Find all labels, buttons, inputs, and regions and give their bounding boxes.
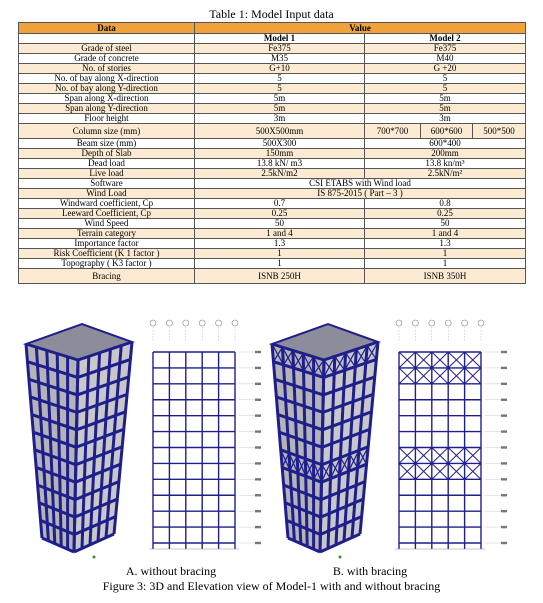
param-cell: Dead load bbox=[19, 159, 195, 169]
merged-value-cell: CSI ETABS with Wind load bbox=[195, 179, 526, 189]
table-row bbox=[19, 199, 526, 209]
storey-level-tag bbox=[255, 446, 261, 448]
param-cell: Leeward Coefficient, Cp bbox=[19, 209, 195, 219]
figure-b-elevation-view bbox=[389, 318, 507, 558]
storey-level-tag bbox=[255, 542, 261, 544]
grid-bubble bbox=[478, 320, 484, 326]
param-cell: Terrain category bbox=[19, 229, 195, 239]
table-caption: Table 1: Model Input data bbox=[209, 7, 334, 21]
model-2-cell: 600*600 bbox=[421, 124, 473, 139]
table-row bbox=[19, 239, 526, 249]
param-cell: No. of bay along Y-direction bbox=[19, 84, 195, 94]
grid-bubble bbox=[412, 320, 418, 326]
model-2-cell: 1 bbox=[365, 249, 526, 259]
param-cell: Wind Load bbox=[19, 189, 195, 199]
param-cell: Grade of steel bbox=[19, 44, 195, 54]
model-2-cell: ISNB 350H bbox=[365, 269, 526, 284]
model-2-cell: 200mm bbox=[365, 149, 526, 159]
model-1-cell: 5m bbox=[195, 104, 365, 114]
subcaption-b: B. with bracing bbox=[332, 564, 408, 578]
header-data: Data bbox=[19, 23, 195, 34]
figure-a-3d-view bbox=[20, 316, 138, 560]
model-2-cell: G +20 bbox=[365, 64, 526, 74]
model-1-cell: M35 bbox=[195, 54, 365, 64]
grid-bubble bbox=[429, 320, 435, 326]
table-row bbox=[19, 259, 526, 269]
table-row bbox=[19, 189, 526, 199]
model-1-cell: 0.7 bbox=[195, 199, 365, 209]
model-2-cell: 500*500 bbox=[473, 124, 526, 139]
grid-bubble bbox=[445, 320, 451, 326]
table-row bbox=[19, 149, 526, 159]
model-input-table bbox=[18, 22, 526, 284]
param-cell: Risk Coefficient (K 1 factor ) bbox=[19, 249, 195, 259]
figure-a-elevation-view bbox=[143, 318, 261, 558]
param-cell: No. of bay along X-direction bbox=[19, 74, 195, 84]
model-2-cell: Fe375 bbox=[365, 44, 526, 54]
grid-bubble bbox=[232, 320, 238, 326]
storey-level-tag bbox=[255, 414, 261, 416]
figure-caption: Figure 3: 3D and Elevation view of Model-1 with and without bracing bbox=[102, 579, 441, 593]
model-2-cell: 0.8 bbox=[365, 199, 526, 209]
storey-level-tag bbox=[501, 462, 507, 464]
model-2-header: Model 2 bbox=[365, 34, 526, 44]
model-1-cell: 50 bbox=[195, 219, 365, 229]
param-cell: No. of stories bbox=[19, 64, 195, 74]
model-1-cell: 3m bbox=[195, 114, 365, 124]
param-cell: Span along Y-direction bbox=[19, 104, 195, 114]
storey-level-tag bbox=[255, 367, 261, 369]
model-2-cell: 0.25 bbox=[365, 209, 526, 219]
param-cell: Software bbox=[19, 179, 195, 189]
grid-bubble bbox=[166, 320, 172, 326]
model-1-cell: ISNB 250H bbox=[195, 269, 365, 284]
model-1-cell: 2.5kN/m2 bbox=[195, 169, 365, 179]
model-1-cell: 1 and 4 bbox=[195, 229, 365, 239]
grid-bubble bbox=[150, 320, 156, 326]
storey-level-tag bbox=[501, 351, 507, 353]
param-cell: Topography ( K3 factor ) bbox=[19, 259, 195, 269]
model-2-cell: M40 bbox=[365, 54, 526, 64]
storey-level-tag bbox=[501, 494, 507, 496]
storey-level-tag bbox=[501, 430, 507, 432]
model-1-cell: 0.25 bbox=[195, 209, 365, 219]
storey-level-tag bbox=[255, 478, 261, 480]
param-cell: Span along X-direction bbox=[19, 94, 195, 104]
storey-level-tag bbox=[255, 430, 261, 432]
subcaption-a: A. without bracing bbox=[125, 564, 217, 578]
table-row bbox=[19, 64, 526, 74]
table-row bbox=[19, 74, 526, 84]
model-1-cell: 1.3 bbox=[195, 239, 365, 249]
param-cell: Grade of concrete bbox=[19, 54, 195, 64]
table-row bbox=[19, 209, 526, 219]
model-1-cell: 13.8 kN/ m3 bbox=[195, 159, 365, 169]
param-cell: Beam size (mm) bbox=[19, 139, 195, 149]
header-value: Value bbox=[195, 23, 526, 34]
table-row bbox=[19, 139, 526, 149]
figure-b-3d-view bbox=[266, 316, 384, 560]
model-2-cell: 50 bbox=[365, 219, 526, 229]
grid-bubble bbox=[462, 320, 468, 326]
storey-level-tag bbox=[501, 383, 507, 385]
base-marker bbox=[339, 556, 342, 559]
merged-value-cell: IS 875-2015 ( Part – 3 ) bbox=[195, 189, 526, 199]
model-1-cell: 1 bbox=[195, 249, 365, 259]
model-2-cell: 13.8 kn/m³ bbox=[365, 159, 526, 169]
storey-level-tag bbox=[255, 494, 261, 496]
model-1-cell: 500X500mm bbox=[195, 124, 365, 139]
model-2-cell: 5 bbox=[365, 74, 526, 84]
blank-cell bbox=[19, 34, 195, 44]
storey-level-tag bbox=[255, 526, 261, 528]
table-row bbox=[19, 114, 526, 124]
model-1-cell: Fe375 bbox=[195, 44, 365, 54]
table-row bbox=[19, 249, 526, 259]
model-1-cell: 150mm bbox=[195, 149, 365, 159]
param-cell: Bracing bbox=[19, 269, 195, 284]
model-2-cell: 1.3 bbox=[365, 239, 526, 249]
table-row bbox=[19, 229, 526, 239]
model-1-cell: G+10 bbox=[195, 64, 365, 74]
model-2-cell: 3m bbox=[365, 114, 526, 124]
table-row bbox=[19, 124, 526, 139]
storey-level-tag bbox=[501, 526, 507, 528]
model-2-cell: 1 bbox=[365, 259, 526, 269]
table-row bbox=[19, 54, 526, 64]
model-1-cell: 5 bbox=[195, 74, 365, 84]
model-2-cell: 5m bbox=[365, 94, 526, 104]
table-row bbox=[19, 169, 526, 179]
storey-level-tag bbox=[501, 446, 507, 448]
param-cell: Windward coefficient, Cp bbox=[19, 199, 195, 209]
storey-level-tag bbox=[501, 510, 507, 512]
grid-bubble bbox=[216, 320, 222, 326]
table-row bbox=[19, 104, 526, 114]
table-row bbox=[19, 84, 526, 94]
model-2-cell: 600*400 bbox=[365, 139, 526, 149]
storey-level-tag bbox=[501, 367, 507, 369]
param-cell: Column size (mm) bbox=[19, 124, 195, 139]
storey-level-tag bbox=[501, 542, 507, 544]
model-1-cell: 1 bbox=[195, 259, 365, 269]
table-row bbox=[19, 94, 526, 104]
storey-level-tag bbox=[501, 399, 507, 401]
grid-bubble bbox=[199, 320, 205, 326]
param-cell: Wind Speed bbox=[19, 219, 195, 229]
table-row bbox=[19, 159, 526, 169]
model-2-cell: 1 and 4 bbox=[365, 229, 526, 239]
param-cell: Live load bbox=[19, 169, 195, 179]
model-2-cell: 5 bbox=[365, 84, 526, 94]
model-1-cell: 500X300 bbox=[195, 139, 365, 149]
param-cell: Floor height bbox=[19, 114, 195, 124]
model-1-header: Model 1 bbox=[195, 34, 365, 44]
table-row bbox=[19, 219, 526, 229]
storey-level-tag bbox=[255, 383, 261, 385]
param-cell: Depth of Slab bbox=[19, 149, 195, 159]
storey-level-tag bbox=[255, 351, 261, 353]
storey-level-tag bbox=[255, 510, 261, 512]
model-2-cell: 5m bbox=[365, 104, 526, 114]
storey-level-tag bbox=[255, 462, 261, 464]
base-marker bbox=[93, 556, 96, 559]
grid-bubble bbox=[183, 320, 189, 326]
table-row bbox=[19, 44, 526, 54]
model-1-cell: 5m bbox=[195, 94, 365, 104]
model-2-cell: 700*700 bbox=[365, 124, 421, 139]
table-row bbox=[19, 179, 526, 189]
model-1-cell: 5 bbox=[195, 84, 365, 94]
table-row bbox=[19, 269, 526, 284]
storey-level-tag bbox=[501, 478, 507, 480]
model-2-cell: 2.5kN/m² bbox=[365, 169, 526, 179]
storey-level-tag bbox=[501, 414, 507, 416]
param-cell: Importance factor bbox=[19, 239, 195, 249]
storey-level-tag bbox=[255, 399, 261, 401]
grid-bubble bbox=[396, 320, 402, 326]
